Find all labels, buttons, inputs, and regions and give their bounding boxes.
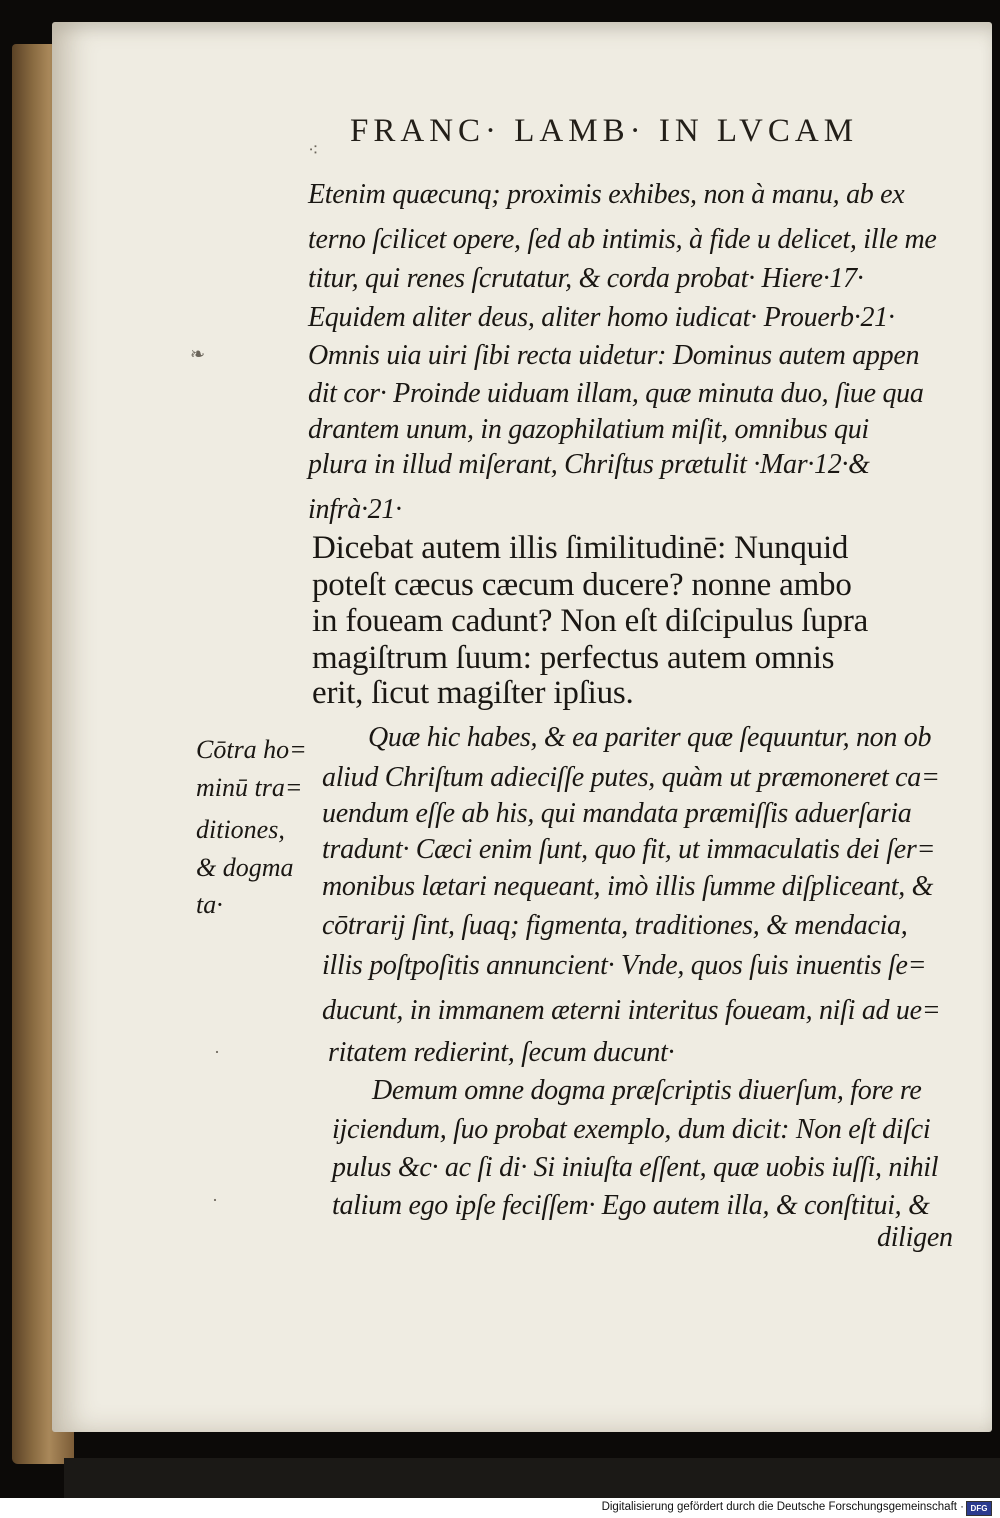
text-line: aliud Chriſtum adieciſſe putes, quàm ut præmoneret ca= xyxy=(322,762,940,793)
scripture-line: in foueam cadunt? Non eſt diſcipulus ſupra xyxy=(312,603,869,639)
text-line: terno ſcilicet opere, ſed ab intimis, à fide u delicet, ille me xyxy=(308,224,937,255)
text-line: ijciendum, ſuo probat exemplo, dum dicit: Non eſt diſci xyxy=(332,1114,931,1145)
text-line: monibus lætari nequeant, imò illis ſumme diſpliceant, & xyxy=(322,871,934,902)
text-line: Equidem aliter deus, aliter homo iudicat· Prouerb·21· xyxy=(308,302,895,333)
page-mark: ⁖ xyxy=(308,140,319,160)
ink-speck: · xyxy=(214,1042,220,1062)
running-head: FRANC· LAMB· IN LVCAM xyxy=(350,113,859,149)
text-line: titur, qui renes ſcrutatur, & corda probat· Hiere·17· xyxy=(308,263,864,294)
text-line: Etenim quæcunq; proximis exhibes, non à manu, ab ex xyxy=(308,179,905,210)
ink-speck: · xyxy=(212,1190,218,1210)
text-line: cōtrarij ſint, ſuaq; figmenta, traditiones, & mendacia, xyxy=(322,910,908,941)
text-line: infrà·21· xyxy=(308,494,402,525)
text-line: illis poſtpoſitis annuncient· Vnde, quos ſuis inuentis ſe= xyxy=(322,950,927,981)
ink-speck: ❧ xyxy=(190,344,206,364)
text-line: Omnis uia uiri ſibi recta uidetur: Dominus autem appen xyxy=(308,340,920,371)
text-line: pulus &c· ac ſi di· Si iniuſta eſſent, quæ uobis iuſſi, nihil xyxy=(332,1152,939,1183)
text-line: ritatem redierint, ſecum ducunt· xyxy=(328,1037,675,1068)
text-line: ducunt, in immanem æterni interitus foueam, niſi ad ue= xyxy=(322,995,941,1026)
footer-credit: Digitalisierung gefördert durch die Deutsche Forschungsgemeinschaft · xyxy=(601,1501,964,1513)
text-line: Quæ hic habes, & ea pariter quæ ſequuntur, non ob xyxy=(368,722,932,753)
text-line: uendum eſſe ab his, qui mandata præmiſſis aduerſaria xyxy=(322,798,912,829)
text-line: Demum omne dogma præſcriptis diuerſum, fore re xyxy=(372,1075,922,1106)
scripture-line: poteſt cæcus cæcum ducere? nonne ambo xyxy=(312,567,852,603)
scripture-line: erit, ſicut magiſter ipſius. xyxy=(312,675,634,711)
catchword: diligen xyxy=(877,1222,953,1253)
text-line: talium ego ipſe feciſſem· Ego autem illa, & conſtitui, & xyxy=(332,1190,930,1221)
scan-base-strip xyxy=(64,1458,1000,1498)
marginal-note-line: minū tra= xyxy=(196,773,303,802)
marginal-note-line: & dogma xyxy=(196,853,294,882)
text-line: tradunt· Cæci enim ſunt, quo fit, ut immaculatis dei ſer= xyxy=(322,834,936,865)
scripture-line: magiſtrum ſuum: perfectus autem omnis xyxy=(312,640,835,676)
scripture-line: Dicebat autem illis ſimilitudinē: Nunquid xyxy=(312,530,849,566)
text-line: plura in illud miſerant, Chriſtus prætulit ·Mar·12·& xyxy=(308,449,870,480)
footer-bar xyxy=(0,1498,1000,1518)
text-line: dit cor· Proinde uiduam illam, quæ minuta duo, ſiue qua xyxy=(308,378,924,409)
marginal-note-line: ta· xyxy=(196,890,223,919)
marginal-note-line: ditiones, xyxy=(196,815,285,844)
dfg-logo: DFG xyxy=(966,1501,992,1516)
marginal-note-line: Cōtra ho= xyxy=(196,735,307,764)
text-line: drantem unum, in gazophilatium miſit, omnibus qui xyxy=(308,414,869,445)
